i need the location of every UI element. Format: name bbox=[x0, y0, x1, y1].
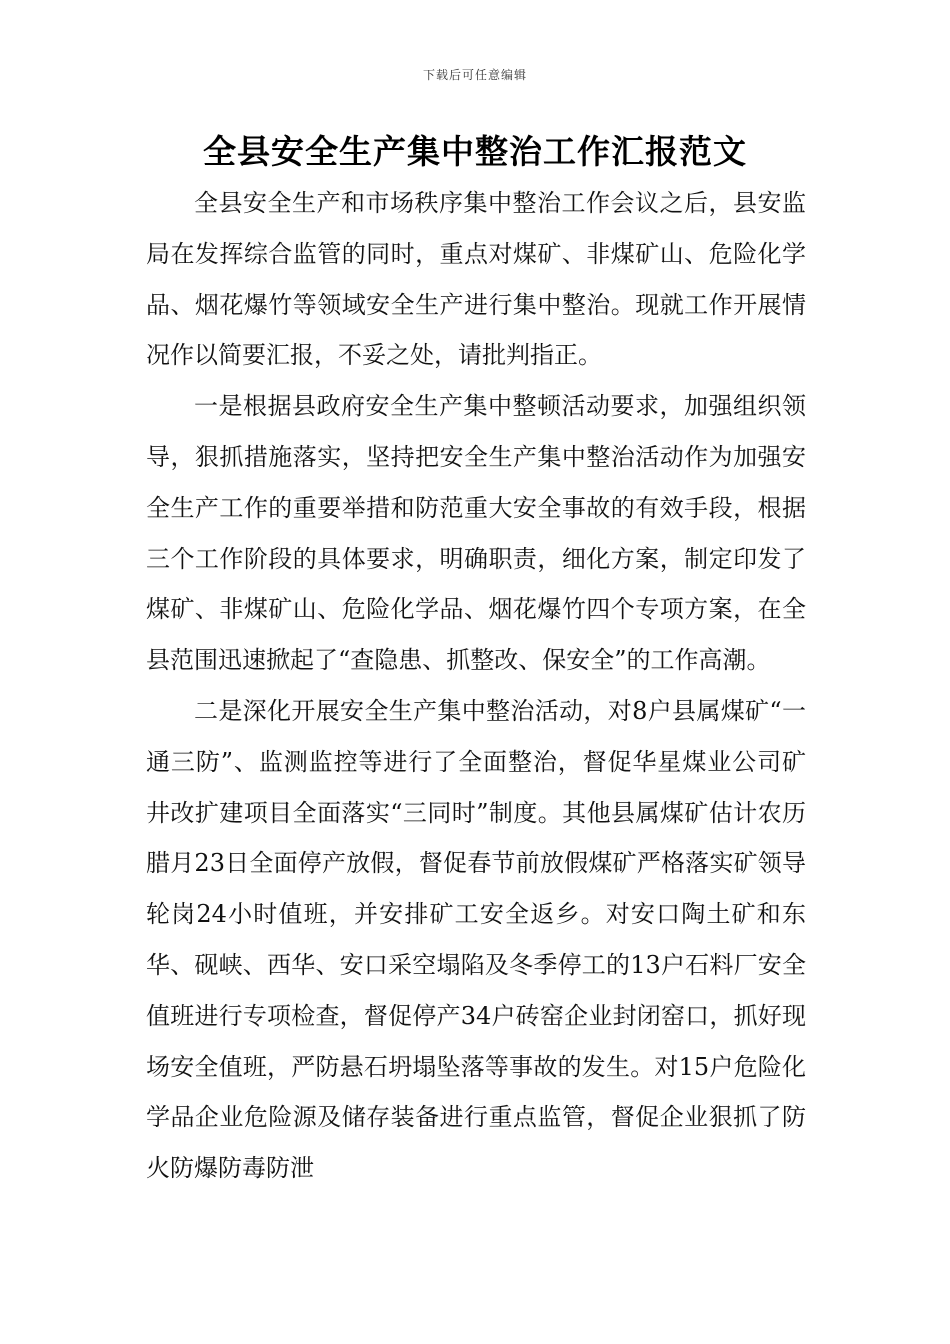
paragraph-intro: 全县安全生产和市场秩序集中整治工作会议之后，县安监局在发挥综合监管的同时，重点对煤矿、非煤矿山、危险化学品、烟花爆竹等领域安全生产进行集中整治。现就工作开展情况作以简要汇报，不妥之处，请批判指正。 bbox=[146, 189, 806, 370]
paragraph-two: 二是深化开展安全生产集中整治活动，对8户县属煤矿“一通三防”、监测监控等进行了全面整治，督促华星煤业公司矿井改扩建项目全面落实“三同时”制度。其他县属煤矿估计农历腊月23日全面停产放假，督促春节前放假煤矿严格落实矿领导轮岗24小时值班，并安排矿工安全返乡。对安口陶土矿和东华、砚峡、西华、安口采空塌陷及冬季停工的13户石料厂安全值班进行专项检查，督促停产34户砖窑企业封闭窑口，抓好现场安全值班，严防悬石坍塌坠落等事故的发生。对15户危险化学品企业危险源及储存装备进行重点监管，督促企业狠抓了防火防爆防毒防泄 bbox=[146, 696, 806, 1183]
header-note: 下载后可任意编辑 bbox=[422, 68, 527, 82]
paragraph-one: 一是根据县政府安全生产集中整顿活动要求，加强组织领导，狠抓措施落实，坚持把安全生产集中整治活动作为加强安全生产工作的重要举措和防范重大安全事故的有效手段，根据三个工作阶段的具体要求，明确职责，细化方案，制定印发了煤矿、非煤矿山、危险化学品、烟花爆竹四个专项方案，在全县范围迅速掀起了“查隐患、抓整改、保安全”的工作高潮。 bbox=[146, 392, 806, 675]
document-body bbox=[146, 178, 806, 1194]
document-title: 全县安全生产集中整治工作汇报范文 bbox=[203, 132, 747, 171]
